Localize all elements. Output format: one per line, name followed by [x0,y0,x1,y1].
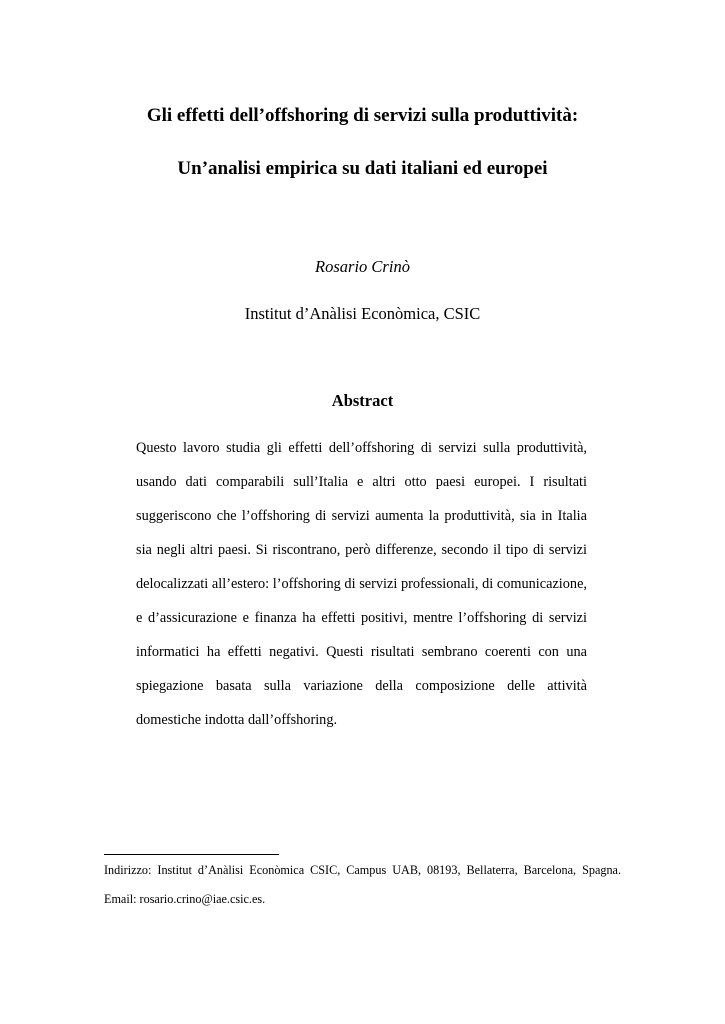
footnote-address: Indirizzo: Institut d’Anàlisi Econòmica CSIC, Campus UAB, 08193, Bellaterra, Barcelona, Spagna. [104,863,621,877]
abstract-heading: Abstract [331,391,394,410]
author-name: Rosario Crinò [315,257,410,276]
author-affiliation: Institut d’Anàlisi Econòmica, CSIC [244,304,481,323]
paper-title-line-2: Un’analisi empirica su dati italiani ed europei [177,158,548,179]
paper-title-line-1: Gli effetti dell’offshoring di servizi sulla produttività: [146,105,579,126]
footnote-email: Email: rosario.crino@iae.csic.es. [104,892,266,906]
footnote-rule [104,854,279,855]
abstract-body: Questo lavoro studia gli effetti dell’offshoring di servizi sulla produttività, usando dati comparabili sull’Italia e altri otto paesi europei. I risultati suggeriscono che l’offshoring di servizi aumenta la produttività, sia in Italia sia negli altri paesi. Si riscontrano, però differenze, secondo il tipo di servizi delocalizzati all’estero: l’offshoring di servizi professionali, di comunicazione, e d’assicurazione e finanza ha effetti positivi, mentre l’offshoring di servizi informatici ha effetti negativi. Questi risultati sembrano coerenti con una spiegazione basata sulla variazione della composizione delle attività domestiche indotta dall’offshoring. [136,440,587,728]
